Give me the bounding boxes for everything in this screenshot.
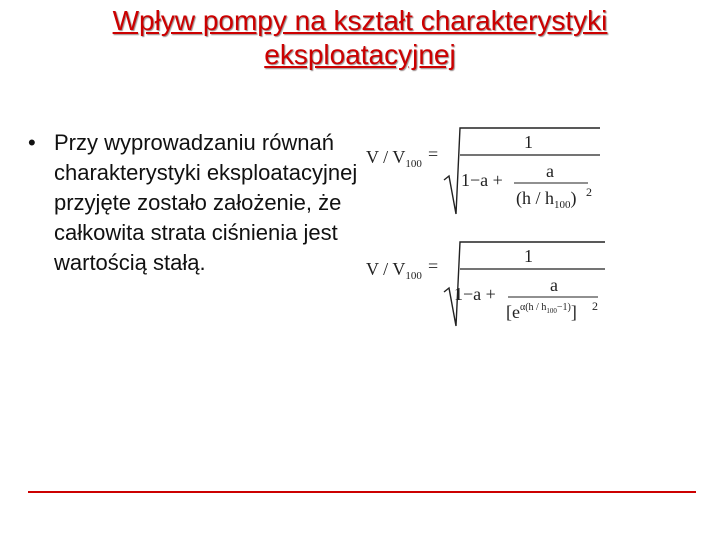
formula-2-equals: = [428,256,439,276]
formula-1-lhs: V / $V_{100}$ [366,147,422,170]
bullet-text: Przy wyprowadzaniu równań charakterystyki eksploatacyjnej przyjęte zostało założenie, że całkowita strata ciśnienia jest wartością stałą. [54,130,358,275]
formula-2-inner-denominator: $[e^{\alpha(h / h}100-1)$] [506,302,577,322]
formula-2-exponent: 2 [592,299,598,313]
bullet-item [28,128,358,278]
formula-2-inner-numerator: a [550,275,558,295]
formula-1-term: 1−a + [461,170,503,190]
bottom-divider [28,491,696,493]
formula-1-exponent: 2 [586,185,592,199]
formula-2-lhs: V / $V_{100}$ [366,259,422,282]
formula-1 [360,122,610,222]
bullet-dot: • [28,130,36,155]
formula-2 [360,236,610,336]
formula-1-inner-numerator: a [546,161,554,181]
formula-1-inner-denominator: $(h / h_{100})$ [516,188,577,211]
slide-title: Wpływ pompy na kształt charakterystyki eksploatacyjnej [112,5,608,70]
formula-2-numerator: 1 [524,246,533,266]
formula-1-numerator: 1 [524,132,533,152]
formula-1-equals: = [428,144,439,164]
formula-2-term: 1−a + [454,284,496,304]
